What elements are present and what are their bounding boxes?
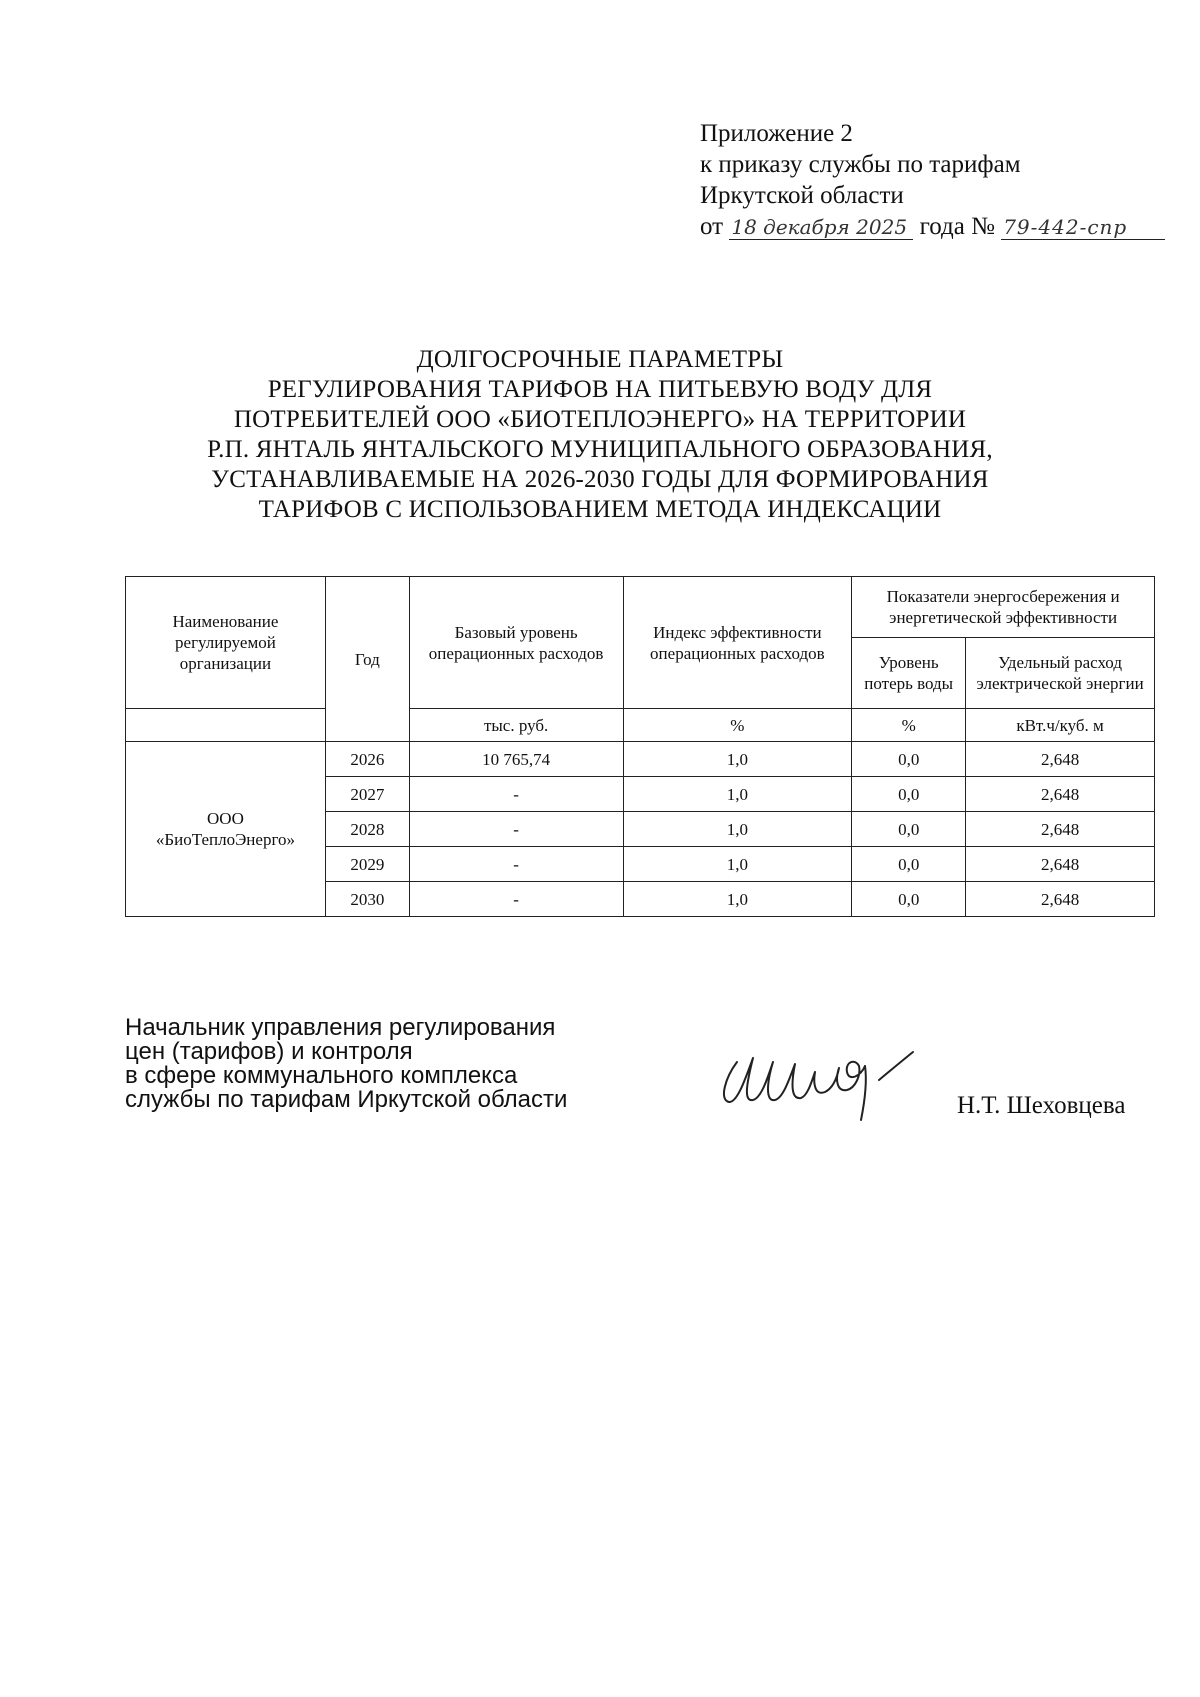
document-title <box>100 345 1100 525</box>
cell-specific: 2,648 <box>966 742 1155 777</box>
appendix-line-2: к приказу службы по тарифам <box>700 151 1021 178</box>
handwritten-date: 18 декабря 2025 <box>729 215 913 240</box>
signer-name: Н.Т. Шеховцева <box>957 1092 1126 1119</box>
cell-loss: 0,0 <box>852 882 966 917</box>
handwritten-order-number: 79-442-спр <box>1001 215 1165 240</box>
signature-line-2: цен (тарифов) и контроля <box>125 1038 413 1065</box>
cell-loss: 0,0 <box>852 812 966 847</box>
title-line-1: ДОЛГОСРОЧНЫЕ ПАРАМЕТРЫ <box>416 346 784 373</box>
title-line-2: РЕГУЛИРОВАНИЯ ТАРИФОВ НА ПИТЬЕВУЮ ВОДУ ДЛЯ <box>267 376 933 403</box>
cell-index: 1,0 <box>623 742 852 777</box>
title-line-5: УСТАНАВЛИВАЕМЫЕ НА 2026-2030 ГОДЫ ДЛЯ ФОРМИРОВАНИЯ <box>211 466 989 493</box>
cell-loss: 0,0 <box>852 847 966 882</box>
unit-base: тыс. руб. <box>409 709 623 742</box>
cell-base: 10 765,74 <box>409 742 623 777</box>
handwritten-signature-icon <box>715 1040 935 1130</box>
header-year: Год <box>325 577 409 742</box>
cell-index: 1,0 <box>623 812 852 847</box>
units-org-empty <box>126 709 326 742</box>
cell-base: - <box>409 882 623 917</box>
from-prefix: от <box>700 213 724 240</box>
parameters-table <box>125 576 1155 917</box>
cell-base: - <box>409 812 623 847</box>
signature-line-3: в сфере коммунального комплекса <box>125 1062 518 1089</box>
cell-loss: 0,0 <box>852 742 966 777</box>
cell-loss: 0,0 <box>852 777 966 812</box>
org-name-line-2: «БиоТеплоЭнерго» <box>155 830 295 849</box>
unit-loss: % <box>852 709 966 742</box>
year-number-label: года № <box>919 213 995 240</box>
header-org: Наименование регулируемой организации <box>126 577 326 709</box>
cell-specific: 2,648 <box>966 812 1155 847</box>
signature-line-4: службы по тарифам Иркутской области <box>125 1086 568 1113</box>
org-name-line-1: ООО <box>207 809 244 828</box>
header-row-1 <box>126 577 1155 638</box>
cell-year: 2030 <box>325 882 409 917</box>
unit-specific: кВт.ч/куб. м <box>966 709 1155 742</box>
org-name-cell <box>126 742 326 917</box>
header-specific: Удельный расход электрической энергии <box>966 638 1155 709</box>
unit-index: % <box>623 709 852 742</box>
header-loss: Уровень потерь воды <box>852 638 966 709</box>
title-line-3: ПОТРЕБИТЕЛЕЙ ООО «БИОТЕПЛОЭНЕРГО» НА ТЕРРИТОРИИ <box>233 406 967 433</box>
cell-index: 1,0 <box>623 777 852 812</box>
table-row <box>126 742 1155 777</box>
title-line-4: Р.П. ЯНТАЛЬ ЯНТАЛЬСКОГО МУНИЦИПАЛЬНОГО ОБРАЗОВАНИЯ, <box>207 436 993 463</box>
appendix-block <box>700 118 1165 242</box>
header-energy-group: Показатели энергосбережения и энергетической эффективности <box>852 577 1155 638</box>
cell-specific: 2,648 <box>966 882 1155 917</box>
header-base: Базовый уровень операционных расходов <box>409 577 623 709</box>
cell-base: - <box>409 777 623 812</box>
cell-year: 2026 <box>325 742 409 777</box>
units-row <box>126 709 1155 742</box>
cell-year: 2028 <box>325 812 409 847</box>
cell-index: 1,0 <box>623 882 852 917</box>
cell-specific: 2,648 <box>966 847 1155 882</box>
signature-line-1: Начальник управления регулирования <box>125 1014 556 1041</box>
cell-year: 2029 <box>325 847 409 882</box>
title-line-6: ТАРИФОВ С ИСПОЛЬЗОВАНИЕМ МЕТОДА ИНДЕКСАЦИИ <box>258 496 942 523</box>
header-index: Индекс эффективности операционных расходов <box>623 577 852 709</box>
cell-year: 2027 <box>325 777 409 812</box>
appendix-line-1: Приложение 2 <box>700 120 853 147</box>
cell-index: 1,0 <box>623 847 852 882</box>
cell-base: - <box>409 847 623 882</box>
cell-specific: 2,648 <box>966 777 1155 812</box>
appendix-line-3: Иркутской области <box>700 182 904 209</box>
signature-block <box>125 1016 567 1112</box>
appendix-order-line <box>700 211 1165 242</box>
